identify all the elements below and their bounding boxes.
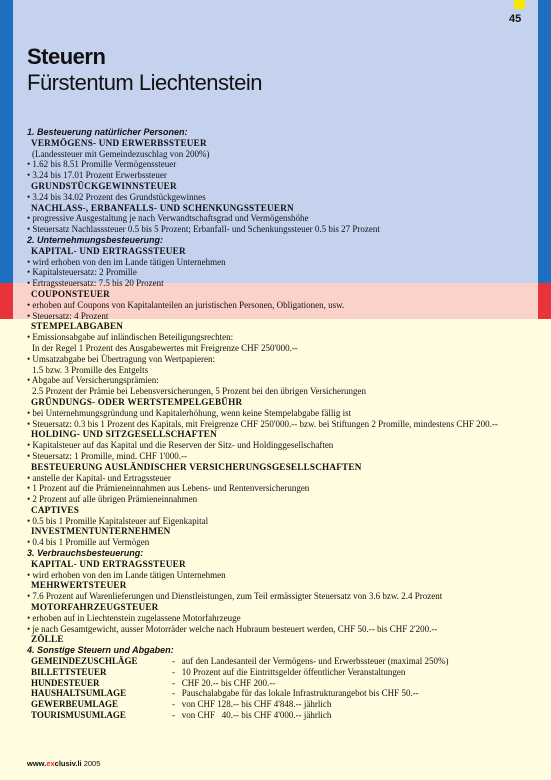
- tax-heading: MEHRWERTSTEUER: [31, 580, 127, 591]
- footer-www: www.: [27, 759, 47, 768]
- page-subtitle: Fürstentum Liechtenstein: [27, 70, 263, 95]
- bullet-item: • Steuersatz: 4 Prozent: [27, 310, 109, 321]
- indented-text: 1.5 bzw. 3 Promille des Entgelts: [32, 364, 149, 375]
- other-tax-description: - von CHF 40.-- bis CHF 4'000.-- jährlich: [172, 710, 332, 721]
- tax-heading: VERMÖGENS- UND ERWERBSSTEUER: [31, 137, 207, 148]
- other-tax-row: [27, 667, 532, 678]
- other-tax-name: HAUSHALTSUMLAGE: [31, 688, 127, 699]
- other-tax-description: - CHF 20.-- bis CHF 200.--: [172, 677, 276, 688]
- tax-heading: STEMPELABGABEN: [31, 321, 124, 332]
- bullet-item: • progressive Ausgestaltung je nach Verwandtschaftsgrad und Vermögenshöhe: [27, 213, 309, 224]
- bullet-item: • wird erhoben von den im Lande tätigen Unternehmen: [27, 256, 226, 267]
- bullet-item: • erhoben auf Coupons von Kapitalanteilen an juristischen Personen, Obligationen, usw.: [27, 299, 345, 310]
- tax-heading: HOLDING- UND SITZGESELLSCHAFTEN: [31, 429, 217, 440]
- tax-heading: GRUNDSTÜCKGEWINNSTEUER: [31, 180, 177, 191]
- bullet-item: • 2 Prozent auf alle übrigen Prämieneinnahmen: [27, 494, 198, 505]
- indented-text: (Landessteuer mit Gemeindezuschlag von 200%): [32, 148, 210, 159]
- section-heading: 1. Besteuerung natürlicher Personen:: [27, 127, 188, 137]
- indented-text: In der Regel 1 Prozent des Ausgabewertes mit Freigrenze CHF 250'000.--: [32, 342, 298, 353]
- bullet-item: • 0.4 bis 1 Promille auf Vermögen: [27, 537, 150, 548]
- bullet-item: • Umsatzabgabe bei Übertragung von Wertpapieren:: [27, 353, 215, 364]
- other-tax-description: - 10 Prozent auf die Eintrittsgelder öffentlicher Veranstaltungen: [172, 666, 406, 677]
- tax-heading: GRÜNDUNGS- ODER WERTSTEMPELGEBÜHR: [31, 396, 243, 407]
- other-tax-name: GEMEINDEZUSCHLÄGE: [31, 656, 138, 667]
- other-tax-name: TOURISMUSUMLAGE: [31, 710, 126, 721]
- other-tax-description: - auf den Landesanteil der Vermögens- und Erwerbssteuer (maximal 250%): [172, 656, 449, 667]
- section-heading: 4. Sonstige Steuern und Abgaben:: [27, 645, 174, 656]
- right-blue-stripe: [538, 0, 551, 283]
- bullet-item: • Emissionsabgabe auf inländischen Beteiligungsrechten:: [27, 332, 234, 343]
- other-tax-row: [27, 699, 532, 710]
- bullet-item: • 7.6 Prozent auf Warenlieferungen und Dienstleistungen, zum Teil ermässigter Steuersatz von 3.6 bzw. 2.4 Prozent: [27, 591, 443, 602]
- tax-heading: MOTORFAHRZEUGSTEUER: [31, 602, 159, 613]
- other-tax-row: [27, 688, 532, 699]
- bullet-item: • Kapitalsteuer auf das Kapital und die Reserven der Sitz- und Holdinggesellschaften: [27, 440, 334, 451]
- left-blue-stripe: [0, 0, 13, 283]
- bullet-item: • anstelle der Kapital- und Ertragssteuer: [27, 472, 171, 483]
- bullet-item: • 3.24 bis 17.01 Prozent Erwerbssteuer: [27, 170, 167, 181]
- footer-ex: ex: [46, 759, 55, 768]
- page-title: Steuern: [27, 44, 106, 69]
- bullet-item: • 0.5 bis 1 Promille Kapitalsteuer auf Eigenkapital: [27, 515, 209, 526]
- bullet-item: • 3.24 bis 34.02 Prozent des Grundstückgewinnes: [27, 191, 206, 202]
- right-red-stripe: [538, 283, 551, 319]
- footer-url[interactable]: [27, 759, 100, 768]
- tax-heading: KAPITAL- UND ERTRAGSSTEUER: [31, 245, 186, 256]
- yellow-tab-marker: [514, 0, 525, 9]
- section-heading: 3. Verbrauchsbesteuerung:: [27, 548, 144, 559]
- tax-heading: ZÖLLE: [31, 634, 64, 645]
- tax-heading: KAPITAL- UND ERTRAGSSTEUER: [31, 558, 186, 569]
- bullet-item: • Steuersatz Nachlasssteuer 0.5 bis 5 Prozent; Erbanfall- und Schenkungssteuer 0.5 bis 27 Prozent: [27, 224, 380, 235]
- bullet-item: • je nach Gesamtgewicht, ausser Motorräder welche nach Hubraum besteuert werden, CHF 50.-- bis CHF 2'200.--: [27, 623, 438, 634]
- tax-heading: NACHLASS-, ERBANFALLS- UND SCHENKUNGSSTEUERN: [31, 202, 294, 213]
- other-tax-row: [27, 678, 532, 689]
- other-tax-name: HUNDESTEUER: [31, 677, 100, 688]
- bullet-item: • bei Unternehmungsgründung und Kapitalerhöhung, wenn keine Stempelabgabe fällig ist: [27, 407, 352, 418]
- tax-heading: COUPONSTEUER: [31, 288, 110, 299]
- bullet-item: • Ertragssteuersatz: 7.5 bis 20 Prozent: [27, 278, 164, 289]
- left-red-stripe: [0, 283, 13, 319]
- tax-heading: BESTEUERUNG AUSLÄNDISCHER VERSICHERUNGSGESELLSCHAFTEN: [31, 461, 362, 472]
- other-tax-description: - Pauschalabgabe für das lokale Infrastrukturangebot bis CHF 50.--: [172, 688, 419, 699]
- bullet-item: • wird erhoben von den im Lande tätigen Unternehmen: [27, 569, 226, 580]
- other-tax-name: BILLETTSTEUER: [31, 666, 107, 677]
- bullet-item: • Abgabe auf Versicherungsprämien:: [27, 375, 159, 386]
- section-heading: 2. Unternehmungsbesteuerung:: [27, 234, 164, 245]
- tax-heading: INVESTMENTUNTERNEHMEN: [31, 526, 171, 537]
- tax-heading: CAPTIVES: [31, 504, 80, 515]
- other-tax-name: GEWERBEUMLAGE: [31, 699, 119, 710]
- bullet-item: • erhoben auf in Liechtenstein zugelassene Motorfahrzeuge: [27, 612, 241, 623]
- bullet-item: • 1.62 bis 8.51 Promille Vermögenssteuer: [27, 159, 177, 170]
- bullet-item: • Kapitalsteuersatz: 2 Promille: [27, 267, 137, 278]
- other-tax-row: [27, 710, 532, 721]
- bullet-item: • Steuersatz: 1 Promille, mind. CHF 1'000.--: [27, 450, 188, 461]
- bullet-item: • 1 Prozent auf die Prämieneinnahmen aus Lebens- und Rentenversicherungen: [27, 483, 310, 494]
- other-tax-row: [27, 656, 532, 667]
- page-number: 45: [509, 13, 522, 25]
- footer-domain: clusiv.li: [54, 759, 82, 768]
- other-tax-description: - von CHF 128.-- bis CHF 4'848.-- jährlich: [172, 699, 332, 710]
- footer-year: 2005: [81, 759, 101, 768]
- indented-text: 2.5 Prozent der Prämie bei Lebensversicherungen, 5 Prozent bei den übrigen Versicherungen: [32, 386, 366, 397]
- bullet-item: • Steuersatz: 0.3 bis 1 Prozent des Kapitals, mit Freigrenze CHF 250'000.-- bzw. bei Stiftungen 2 Promille, mindestens CHF 200.--: [27, 418, 498, 429]
- tax-content: [27, 127, 532, 721]
